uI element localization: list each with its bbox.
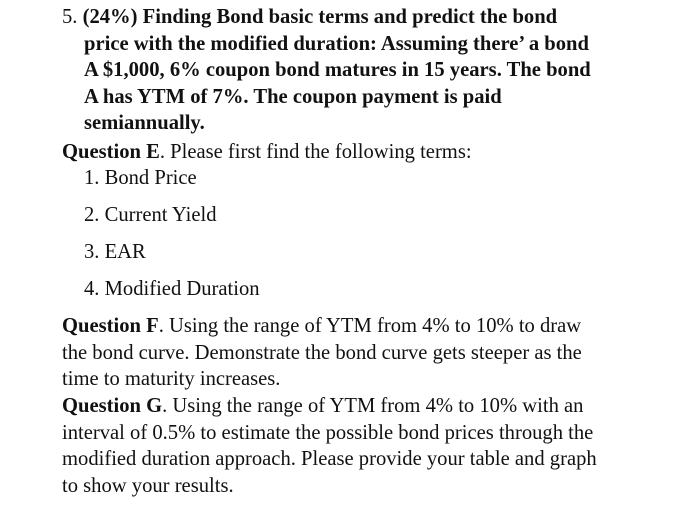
term-list-item: 1. Bond Price (84, 167, 197, 189)
question-f-line-1 (62, 313, 682, 340)
question-e-text: . Please first find the following terms: (159, 141, 472, 163)
question-5 (62, 4, 682, 137)
question-g-text-4: to show your results. (62, 474, 234, 497)
question-g-text-1: . Using the range of YTM from 4% to 10% with an (162, 395, 584, 417)
question-5-text-2: price with the modified duration: Assuming there’ a bond (84, 32, 589, 55)
question-5-line-1 (62, 4, 682, 31)
question-5-text-1: (24%) Finding Bond basic terms and predict the bond (82, 6, 558, 28)
term-list-item: 2. Current Yield (84, 204, 217, 226)
question-f (62, 313, 682, 393)
question-f-label: Question F (62, 315, 159, 337)
question-g-line-1 (62, 393, 682, 420)
question-5-text-4: A has YTM of 7%. The coupon payment is paid (84, 85, 502, 108)
question-e (62, 139, 682, 166)
question-g-text-3: modified duration approach. Please provide your table and graph (62, 448, 597, 470)
question-5-text-3: A $1,000, 6% coupon bond matures in 15 years. The bond (84, 59, 591, 81)
question-number: 5. (62, 6, 78, 28)
question-f-text-3: time to maturity increases. (62, 368, 281, 390)
question-5-text-5: semiannually. (84, 112, 205, 134)
term-list-item: 4. Modified Duration (84, 278, 260, 300)
question-f-text-1: . Using the range of YTM from 4% to 10% to draw (158, 315, 582, 337)
question-g-text-2: interval of 0.5% to estimate the possible bond prices through the (62, 421, 594, 444)
question-e-label: Question E (62, 141, 160, 163)
question-g-label: Question G (62, 395, 163, 417)
question-f-text-2: the bond curve. Demonstrate the bond curve gets steeper as the (62, 341, 582, 364)
term-list-item: 3. EAR (84, 241, 146, 263)
question-g (62, 393, 682, 499)
